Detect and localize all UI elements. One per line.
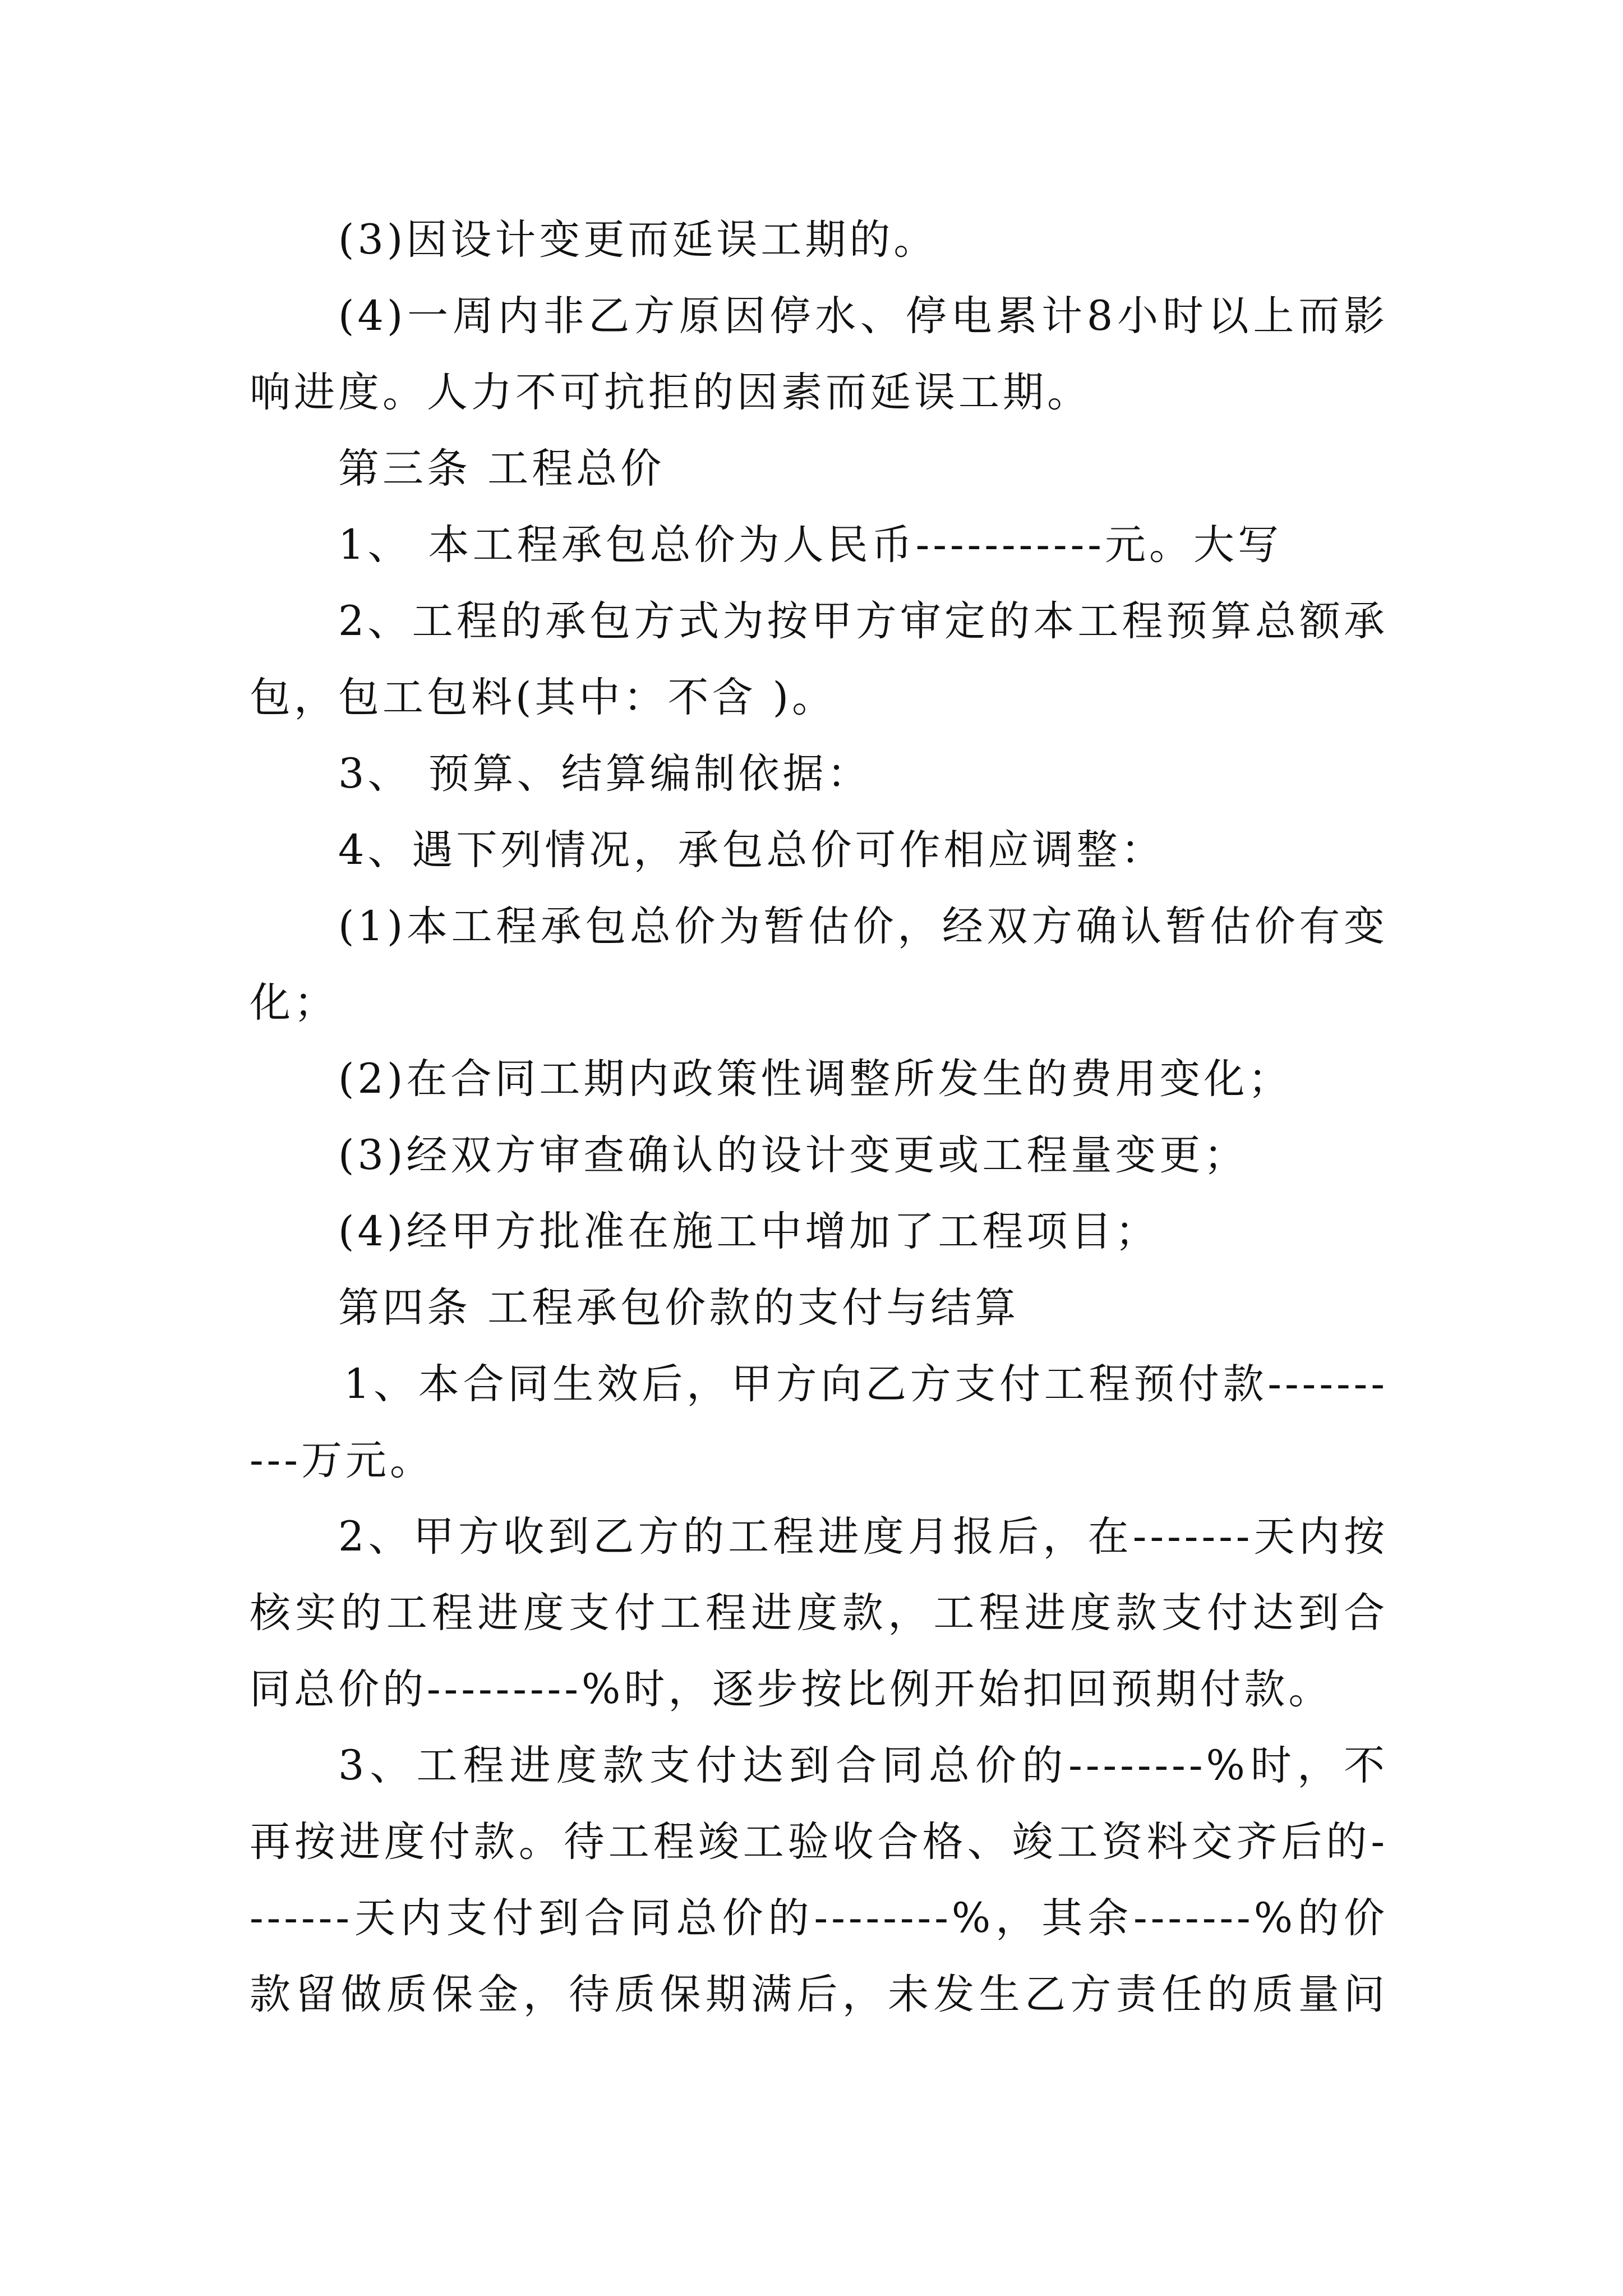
contract-body [250,202,1388,2033]
article-3-heading: 第三条 工程总价 [338,445,665,493]
article-4-heading: 第四条 工程承包价款的支付与结算 [338,1284,1020,1332]
paragraph-advance-payment: 1、本合同生效后，甲方向乙方支付工程预付款----------万元。 [250,1360,1388,1484]
paragraph-delay-design-change: (3)因设计变更而延误工期的。 [338,216,938,264]
paragraph-price-adjustment: 4、遇下列情况，承包总价可作相应调整： [338,826,1165,874]
list-item-policy-change: (2)在合同工期内政策性调整所发生的费用变化； [338,1055,1293,1103]
paragraph-progress-payment: 2、甲方收到乙方的工程进度月报后，在-------天内按核实的工程进度支付工程进度款，工程进度款支付达到合同总价的---------%时，逐步按比例开始扣回预期付款。 [250,1513,1388,1713]
paragraph-delay-utility-outage: (4)一周内非乙方原因停水、停电累计8小时以上而影响进度。人力不可抗拒的因素而延误工期。 [250,292,1388,416]
paragraph-budget-basis: 3、 预算、结算编制依据： [338,750,872,798]
paragraph-final-payment: 3、工程进度款支付达到合同总价的--------%时，不再按进度付款。待工程竣工验收合格、竣工资料交齐后的-------天内支付到合同总价的--------%，其余-------%的价款留做质保金，待质保期满后，未发生乙方责任的质量问 [250,1742,1388,2018]
paragraph-total-price: 1、 本工程承包总价为人民币-----------元。大写 [338,521,1282,569]
list-item-estimate-change: (1)本工程承包总价为暂估价，经双方确认暂估价有变化； [250,903,1388,1027]
list-item-added-items: (4)经甲方批准在施工中增加了工程项目； [338,1208,1160,1255]
list-item-design-change: (3)经双方审查确认的设计变更或工程量变更； [338,1131,1248,1179]
paragraph-contract-method: 2、工程的承包方式为按甲方审定的本工程预算总额承包，包工包料(其中：不含 )。 [250,597,1388,721]
